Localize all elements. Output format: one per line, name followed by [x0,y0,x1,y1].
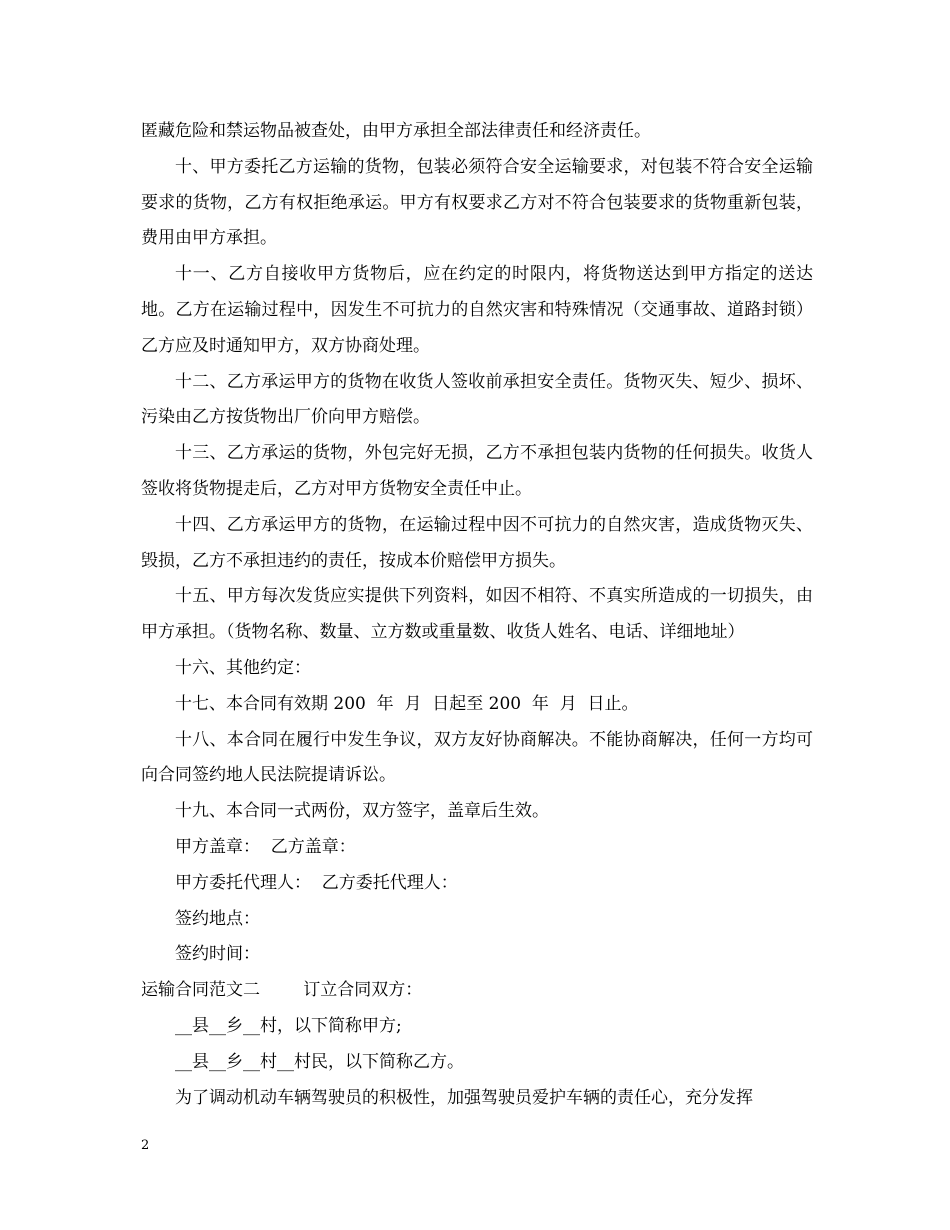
signature-seal-line: 甲方盖章： 乙方盖章： [175,836,356,857]
paragraph-clause-16: 十六、其他约定： [175,657,311,678]
party-b-line: __县__乡__村__村民，以下简称乙方。 [175,1051,464,1072]
signing-location-line: 签约地点： [175,908,260,929]
signature-agent-line: 甲方委托代理人： 乙方委托代理人： [175,872,458,893]
page-number: 2 [141,1138,150,1153]
paragraph-clause-15: 十五、甲方每次发货应实提供下列资料，如因不相符、不真实所造成的一切损失，由甲方承担。（货物名称、数量、立方数或重量数、收货人姓名、电话、详细地址） [141,586,813,643]
paragraph-purpose: 为了调动机动车辆驾驶员的积极性，加强驾驶员爱护车辆的责任心，充分发挥 [175,1087,753,1108]
party-a-line: __县__乡__村，以下简称甲方; [175,1015,402,1036]
paragraph-clause-10: 十、甲方委托乙方运输的货物，包装必须符合安全运输要求，对包装不符合安全运输要求的货物，乙方有权拒绝承运。甲方有权要求乙方对不符合包装要求的货物重新包装，费用由甲方承担。 [141,156,813,249]
paragraph-clause-18: 十八、本合同在履行中发生争议，双方友好协商解决。不能协商解决，任何一方均可向合同签约地人民法院提请诉讼。 [141,729,813,786]
paragraph-clause-12: 十二、乙方承运甲方的货物在收货人签收前承担安全责任。货物灭失、短少、损坏、污染由乙方按货物出厂价向甲方赔偿。 [141,371,813,428]
paragraph-1: 匿藏危险和禁运物品被查处，由甲方承担全部法律责任和经济责任。 [141,121,651,141]
paragraph-clause-17: 十七、本合同有效期 200 年 月 日起至 200 年 月 日止。 [175,693,639,714]
signing-time-line: 签约时间： [175,944,260,965]
paragraph-clause-19: 十九、本合同一式两份，双方签字，盖章后生效。 [175,801,549,822]
document-body [141,114,813,1116]
section-heading-contract-two: 运输合同范文二 订立合同双方： [141,980,423,1001]
paragraph-clause-11: 十一、乙方自接收甲方货物后，应在约定的时限内，将货物送达到甲方指定的送达地。乙方在运输过程中，因发生不可抗力的自然灾害和特殊情况（交通事故、道路封锁）乙方应及时通知甲方，双方协商处理。 [141,264,813,356]
paragraph-clause-14: 十四、乙方承运甲方的货物，在运输过程中因不可抗力的自然灾害，造成货物灭失、毁损，乙方不承担违约的责任，按成本价赔偿甲方损失。 [141,514,813,571]
paragraph-clause-13: 十三、乙方承运的货物，外包完好无损，乙方不承担包装内货物的任何损失。收货人签收将货物提走后，乙方对甲方货物安全责任中止。 [141,443,813,499]
